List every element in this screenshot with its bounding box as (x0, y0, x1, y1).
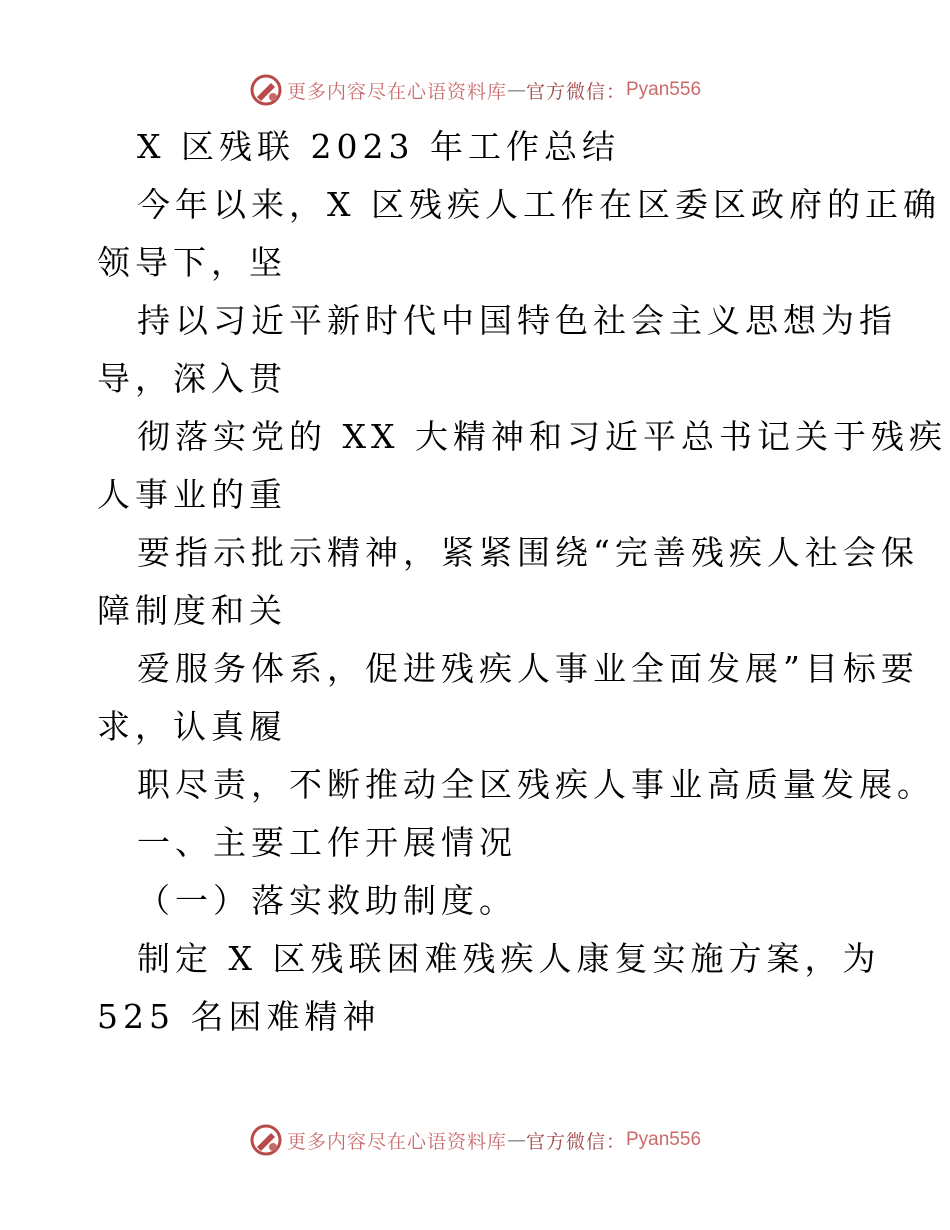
paragraph-line: 职尽责，不断推动全区残疾人事业高质量发展。 (137, 765, 935, 804)
section-heading: 一、主要工作开展情况 (137, 823, 517, 862)
banner-main-text: 更多内容尽在心语资料库 (286, 1130, 507, 1153)
paragraph-line: 求，认真履 (97, 707, 287, 746)
paragraph-line: 领导下，坚 (97, 243, 287, 282)
paragraph-line: 爱服务体系，促进残疾人事业全面发展”目标要 (137, 649, 919, 688)
banner-wechat-id: Pyan556 (626, 79, 702, 100)
paragraph-line: 障制度和关 (97, 591, 287, 630)
banner-wechat-label: 官方微信： (525, 1130, 626, 1153)
paragraph-line: 今年以来，X 区残疾人工作在区委区政府的正确 (137, 185, 941, 224)
paragraph-line: 彻落实党的 XX 大精神和习近平总书记关于残疾 (137, 417, 947, 456)
banner-wechat-label: 官方微信： (525, 80, 626, 103)
banner-wechat-id: Pyan556 (626, 1129, 702, 1150)
document-title: X 区残联 2023 年工作总结 (137, 127, 620, 166)
paragraph-line: 持以习近平新时代中国特色社会主义思想为指 (137, 301, 897, 340)
paragraph-line: 导，深入贯 (97, 359, 287, 398)
pen-logo-icon (249, 1123, 283, 1157)
banner-separator: — (506, 79, 526, 101)
subsection-heading: （一）落实救助制度。 (137, 881, 517, 920)
banner-main-text: 更多内容尽在心语资料库 (286, 80, 507, 103)
paragraph-line: 人事业的重 (97, 475, 287, 514)
paragraph-line: 制定 X 区残联困难残疾人康复实施方案，为 (137, 939, 881, 978)
banner-separator: — (506, 1129, 526, 1151)
paragraph-line: 525 名困难精神 (97, 997, 381, 1036)
footer-banner (0, 1120, 950, 1160)
paragraph-line: 要指示批示精神，紧紧围绕“完善残疾人社会保 (137, 533, 919, 572)
